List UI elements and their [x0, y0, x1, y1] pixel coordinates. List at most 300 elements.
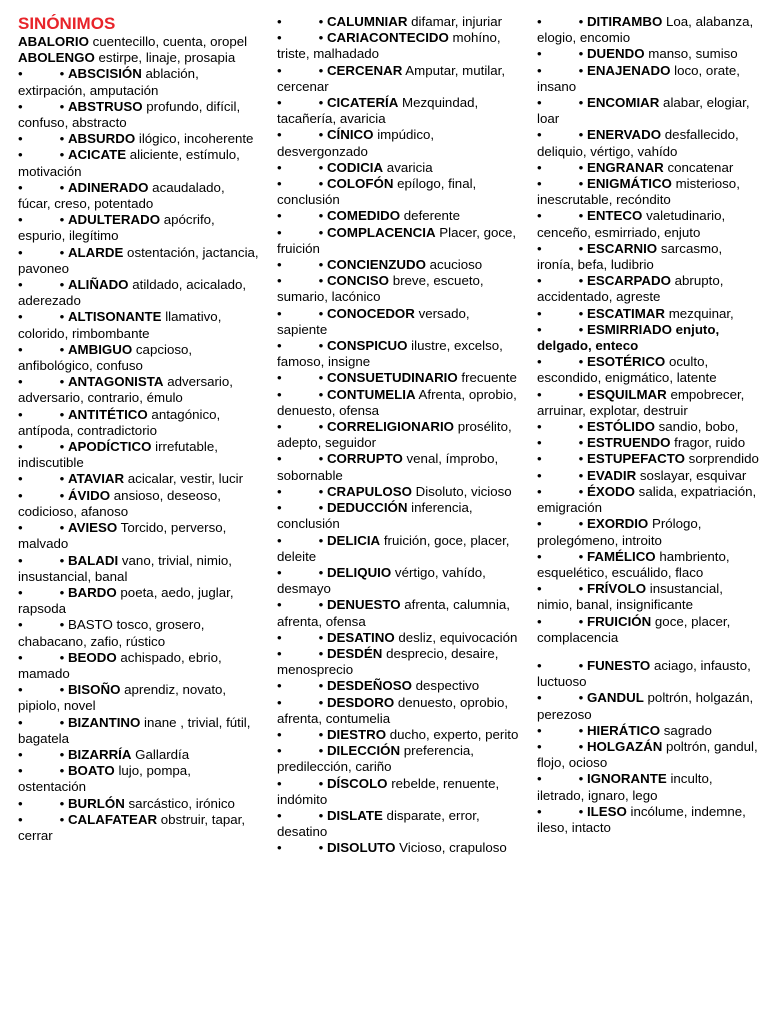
synonym-entry	[277, 727, 522, 743]
bullet-marker: • •	[537, 771, 587, 787]
synonym-entry	[537, 63, 762, 95]
entry-term: ESTUPEFACTO	[586, 451, 685, 467]
synonym-entry	[277, 484, 522, 500]
entry-synonyms: vértigo, vahído, desmayo	[277, 564, 486, 597]
synonym-entry	[18, 763, 260, 795]
synonym-entry	[537, 658, 762, 690]
bullet-marker: • •	[537, 273, 587, 289]
synonym-entry	[18, 471, 260, 487]
entry-synonyms: poltrón, gandul, flojo, ocioso	[537, 738, 758, 771]
entry-synonyms: apócrifo, espurio, ilegítimo	[18, 212, 215, 244]
bullet-marker: • •	[277, 726, 327, 742]
entry-synonyms: versado, sapiente	[277, 305, 470, 337]
entry-synonyms: Torcido, perverso, malvado	[18, 520, 227, 552]
bullet-marker: • •	[537, 176, 587, 192]
entry-term: BURLÓN	[67, 795, 125, 811]
synonym-entry	[537, 160, 762, 176]
entry-term: CONOCEDOR	[326, 305, 415, 321]
column-2	[277, 14, 522, 857]
entry-term: ABSCISIÓN	[67, 66, 142, 82]
entry-synonyms: deferente	[400, 208, 460, 224]
synonym-entry	[277, 808, 522, 840]
synonym-entry	[537, 387, 762, 419]
entry-synonyms: acaudalado, fúcar, creso, potentado	[18, 179, 225, 212]
entry-term: APODÍCTICO	[67, 439, 152, 455]
entry-synonyms: empobrecer, arruinar, explotar, destruir	[537, 386, 745, 418]
entry-synonyms: mezquinar,	[665, 305, 734, 321]
synonym-entry	[277, 695, 522, 727]
synonym-entry	[277, 500, 522, 532]
entry-synonyms: goce, placer, complacencia	[537, 613, 731, 645]
synonym-entry	[18, 407, 260, 439]
synonym-entry	[537, 176, 762, 208]
entry-term: ACICATE	[67, 147, 127, 163]
entry-term: ABALORIO	[18, 34, 89, 49]
entry-term: DISLATE	[326, 807, 383, 823]
bullet-marker: • •	[18, 552, 68, 568]
bullet-marker: • •	[277, 419, 327, 435]
bullet-marker: • •	[18, 66, 68, 82]
entry-term: DELICIA	[326, 532, 381, 548]
entry-term: BISOÑO	[67, 682, 121, 698]
bullet-marker: • •	[277, 483, 327, 499]
bullet-marker: • •	[277, 564, 327, 580]
entry-term: DUENDO	[586, 46, 645, 62]
bullet-marker: • •	[18, 244, 68, 260]
entry-term: DISOLUTO	[326, 840, 396, 856]
bullet-marker: • •	[277, 807, 327, 823]
bullet-marker: • •	[18, 277, 68, 293]
entry-term: CICATERÍA	[326, 95, 399, 111]
entry-synonyms: valetudinario, cenceño, esmirriado, enjuto	[537, 208, 726, 240]
synonym-entry	[277, 776, 522, 808]
synonym-entry	[18, 520, 260, 552]
bullet-marker: • •	[537, 95, 587, 111]
entry-synonyms: Mezquindad, tacañería, avaricia	[277, 95, 479, 127]
entry-synonyms: afrenta, calumnia, afrenta, ofensa	[277, 597, 510, 629]
bullet-marker: • •	[18, 487, 68, 503]
entry-term: DESDORO	[326, 694, 395, 710]
entry-term: CONSPICUO	[326, 338, 408, 354]
entry-term: EVADIR	[586, 467, 637, 483]
synonym-entry	[277, 597, 522, 629]
entry-term: ALARDE	[67, 244, 124, 260]
entry-synonyms: inferencia, conclusión	[277, 500, 473, 532]
bullet-marker: • •	[18, 406, 68, 422]
entry-synonyms: sagrado	[660, 722, 712, 738]
bullet-marker: • •	[18, 309, 68, 325]
entry-term: HOLGAZÁN	[586, 738, 663, 754]
entry-term: CONCIENZUDO	[326, 257, 426, 273]
synonym-entry	[277, 338, 522, 370]
bullet-marker: • •	[537, 46, 587, 62]
entry-term: BALADI	[67, 552, 119, 568]
synonym-entry	[277, 533, 522, 565]
synonym-entry	[277, 14, 522, 30]
bullet-marker: • •	[537, 321, 587, 337]
bullet-marker: • •	[537, 240, 587, 256]
bullet-marker: • •	[18, 147, 68, 163]
synonym-entry	[277, 840, 522, 856]
entry-term: GANDUL	[586, 690, 644, 706]
bullet-marker: • •	[537, 581, 587, 597]
synonym-entry	[277, 565, 522, 597]
synonym-entry	[18, 812, 260, 844]
synonym-entry	[18, 342, 260, 374]
entry-term: CORRUPTO	[326, 451, 403, 467]
entry-synonyms: concatenar	[663, 159, 734, 175]
synonym-entry	[18, 245, 260, 277]
entry-term: DESATINO	[326, 629, 395, 645]
bullet-marker: • •	[537, 127, 587, 143]
synonym-entry	[18, 277, 260, 309]
entry-term: ILESO	[586, 803, 627, 819]
synonym-entry	[537, 581, 762, 613]
bullet-marker: • •	[277, 775, 327, 791]
entry-term: ENIGMÁTICO	[586, 176, 672, 192]
synonym-entry	[537, 739, 762, 771]
entry-term: DITIRAMBO	[586, 14, 663, 29]
bullet-marker: • •	[537, 451, 587, 467]
bullet-marker: • •	[277, 451, 327, 467]
synonym-entry	[18, 650, 260, 682]
entry-synonyms: breve, escueto, sumario, lacónico	[277, 273, 484, 305]
entry-synonyms: acicalar, vestir, lucir	[124, 471, 244, 487]
entry-synonyms: insustancial, nimio, banal, insignificante	[537, 581, 723, 613]
entry-synonyms: abrupto, accidentado, agreste	[537, 273, 724, 305]
bullet-marker: • •	[537, 354, 587, 370]
entry-synonyms: sarcástico, irónico	[124, 795, 235, 811]
synonym-entry	[537, 468, 762, 484]
entry-synonyms: inane , trivial, fútil, bagatela	[18, 714, 251, 746]
synonym-entry	[277, 646, 522, 678]
bullet-marker: • •	[537, 657, 587, 673]
entry-term: DESDEÑOSO	[326, 678, 412, 694]
entry-term: BARDO	[67, 584, 117, 600]
bullet-marker: • •	[18, 746, 68, 762]
synonym-entry	[537, 273, 762, 305]
entry-synonyms: venal, ímprobo, sobornable	[277, 451, 499, 483]
entry-synonyms: Loa, alabanza, elogio, encomio	[537, 14, 754, 46]
synonym-entry	[537, 354, 762, 386]
synonym-entry	[277, 306, 522, 338]
entry-synonyms: sandio, bobo,	[654, 419, 739, 435]
synonym-entry	[18, 715, 260, 747]
synonym-entry	[537, 127, 762, 159]
entry-term: DEDUCCIÓN	[326, 500, 408, 516]
entry-synonyms: ilógico, incoherente	[135, 131, 254, 147]
bullet-marker: • •	[277, 176, 327, 192]
entry-synonyms: sarcasmo, ironía, befa, ludibrio	[537, 240, 723, 273]
entry-term: DELIQUIO	[326, 564, 392, 580]
synonym-entry	[277, 95, 522, 127]
entry-term: ANTITÉTICO	[67, 406, 148, 422]
entry-synonyms: BASTO tosco, grosero, chabacano, zafio, rústico	[18, 617, 205, 649]
bullet-marker: • •	[537, 62, 587, 78]
bullet-marker: • •	[277, 95, 327, 111]
entry-synonyms: aprendiz, novato, pipiolo, novel	[18, 682, 227, 714]
entry-term: ENGRANAR	[586, 159, 664, 175]
entry-synonyms: disparate, error, desatino	[277, 807, 480, 840]
entry-term: ESMIRRIADO enjuto, delgado, enteco	[537, 321, 720, 354]
entry-synonyms: ablación, extirpación, amputación	[18, 66, 199, 98]
entry-synonyms: llamativo, colorido, rimbombante	[18, 309, 222, 341]
bullet-marker: • •	[537, 435, 587, 451]
synonym-entry	[537, 451, 762, 467]
entry-synonyms: vano, trivial, nimio, insustancial, banal	[18, 552, 232, 584]
entry-term: FRÍVOLO	[586, 581, 647, 597]
entry-synonyms: ostentación, jactancia, pavoneo	[18, 244, 259, 276]
entry-synonyms: loco, orate, insano	[537, 62, 740, 94]
entry-synonyms: atildado, acicalado, aderezado	[18, 277, 247, 309]
entry-term: BEODO	[67, 649, 117, 665]
entry-synonyms: aliciente, estímulo, motivación	[18, 147, 240, 179]
entry-term: ADULTERADO	[67, 212, 161, 228]
bullet-marker: • •	[277, 208, 327, 224]
entry-synonyms: prosélito, adepto, seguidor	[277, 419, 512, 451]
bullet-marker: • •	[18, 439, 68, 455]
bullet-marker: • •	[277, 532, 327, 548]
entry-term: CARIACONTECIDO	[326, 30, 449, 46]
bullet-marker: • •	[277, 127, 327, 143]
synonym-entry	[277, 451, 522, 483]
synonym-entry	[18, 99, 260, 131]
entry-term: ABOLENGO	[18, 50, 95, 66]
entry-synonyms: hambriento, esquelético, escuálido, flaco	[537, 548, 730, 580]
entry-synonyms: capcioso, anfibológico, confuso	[18, 341, 193, 374]
entry-spacer	[537, 646, 762, 658]
column-3	[537, 14, 762, 836]
entry-term: ESTÓLIDO	[586, 419, 655, 435]
synonym-entry	[18, 617, 260, 649]
bullet-marker: • •	[277, 305, 327, 321]
entry-synonyms: mohíno, triste, malhadado	[277, 30, 501, 62]
synonym-entry	[537, 14, 762, 46]
entry-synonyms: alabar, elogiar, loar	[537, 95, 750, 127]
entry-term: IGNORANTE	[586, 771, 667, 787]
entry-synonyms: impúdico, desvergonzado	[277, 127, 435, 159]
bullet-marker: • •	[18, 811, 68, 827]
synonym-entry	[277, 127, 522, 159]
entry-term: DILECCIÓN	[326, 743, 401, 759]
synonym-entry	[537, 241, 762, 273]
bullet-marker: • •	[277, 370, 327, 386]
synonym-entry	[18, 747, 260, 763]
bullet-marker: • •	[277, 597, 327, 613]
entry-term: ESCARNIO	[586, 240, 658, 256]
synonym-entry	[277, 176, 522, 208]
synonym-entry	[18, 796, 260, 812]
synonym-entry	[277, 160, 522, 176]
entry-term: CODICIA	[326, 159, 384, 175]
entry-term: ESCATIMAR	[586, 305, 666, 321]
synonym-entry	[18, 50, 260, 66]
entry-synonyms: salida, expatriación, emigración	[537, 483, 757, 516]
entry-term: FRUICIÓN	[586, 613, 652, 629]
bullet-marker: • •	[18, 520, 68, 536]
synonym-entry	[537, 516, 762, 548]
bullet-marker: • •	[277, 273, 327, 289]
synonym-entry	[18, 488, 260, 520]
entry-term: BOATO	[67, 763, 115, 779]
entry-synonyms: Gallardía	[131, 746, 190, 762]
entry-synonyms: misterioso, inescrutable, recóndito	[537, 176, 740, 208]
entry-term: ESQUILMAR	[586, 386, 667, 402]
bullet-marker: • •	[537, 548, 587, 564]
bullet-marker: • •	[537, 467, 587, 483]
entry-term: ENTECO	[586, 208, 643, 224]
bullet-marker: • •	[537, 613, 587, 629]
entry-synonyms: preferencia, predilección, cariño	[277, 743, 475, 775]
entry-synonyms: Afrenta, oprobio, denuesto, ofensa	[277, 386, 517, 418]
bullet-marker: • •	[277, 629, 327, 645]
entry-synonyms: sorprendido	[684, 451, 759, 467]
synonym-entry	[537, 46, 762, 62]
entry-synonyms: obstruir, tapar, cerrar	[18, 811, 246, 843]
synonym-entry	[537, 690, 762, 722]
entry-synonyms: irrefutable, indiscutible	[18, 439, 218, 471]
bullet-marker: • •	[18, 584, 68, 600]
synonym-entry	[277, 743, 522, 775]
entry-term: ABSURDO	[67, 131, 136, 147]
entry-term: BIZANTINO	[67, 714, 141, 730]
synonym-entry	[537, 419, 762, 435]
entry-synonyms: antagónico, antípoda, contradictorio	[18, 406, 221, 438]
synonym-entry	[537, 614, 762, 646]
bullet-marker: • •	[537, 419, 587, 435]
entry-term: CONTUMELIA	[326, 386, 416, 402]
synonym-entry	[277, 257, 522, 273]
entry-synonyms: inculto, iletrado, ignaro, lego	[537, 771, 713, 803]
synonym-entry	[537, 771, 762, 803]
entry-synonyms: ilustre, excelso, famoso, insigne	[277, 338, 503, 370]
bullet-marker: • •	[18, 471, 68, 487]
synonym-entry	[18, 34, 260, 50]
entry-synonyms: ducho, experto, perito	[386, 726, 519, 742]
entry-term: EXORDIO	[586, 516, 649, 532]
bullet-marker: • •	[537, 14, 587, 29]
entry-term: ALTISONANTE	[67, 309, 162, 325]
entry-term: ESOTÉRICO	[586, 354, 666, 370]
bullet-marker: • •	[537, 208, 587, 224]
entry-synonyms: Amputar, mutilar, cercenar	[277, 62, 506, 94]
entry-synonyms: lujo, pompa, ostentación	[18, 763, 191, 795]
synonym-entry	[18, 553, 260, 585]
entry-synonyms: Placer, goce, fruición	[277, 224, 517, 256]
bullet-marker: • •	[18, 341, 68, 357]
entry-synonyms: frecuente	[457, 370, 517, 386]
entry-synonyms: poltrón, holgazán, perezoso	[537, 690, 754, 722]
synonym-entry	[537, 723, 762, 739]
entry-synonyms: Prólogo, prolegómeno, introito	[537, 516, 702, 548]
entry-synonyms: epílogo, final, conclusión	[277, 176, 477, 208]
bullet-marker: • •	[18, 212, 68, 228]
entry-synonyms: desliz, equivocación	[394, 629, 518, 645]
bullet-marker: • •	[18, 98, 68, 114]
entry-synonyms: fruición, goce, placer, deleite	[277, 532, 510, 564]
entry-synonyms: despectivo	[411, 678, 480, 694]
bullet-marker: • •	[18, 131, 68, 147]
bullet-marker: • •	[277, 840, 327, 856]
bullet-marker: • •	[277, 338, 327, 354]
entry-term: ABSTRUSO	[67, 98, 143, 114]
entry-synonyms: difamar, injuriar	[407, 14, 503, 29]
synonym-entry	[277, 273, 522, 305]
entry-term: ESCARPADO	[586, 273, 671, 289]
entry-term: HIERÁTICO	[586, 722, 661, 738]
bullet-marker: • •	[277, 62, 327, 78]
bullet-marker: • •	[537, 386, 587, 402]
entry-synonyms: incólume, indemne, ileso, intacto	[537, 803, 746, 835]
bullet-marker: • •	[277, 500, 327, 516]
synonym-entry	[537, 549, 762, 581]
bullet-marker: • •	[277, 645, 327, 661]
entry-term: ALIÑADO	[67, 277, 129, 293]
entry-term: ENAJENADO	[586, 62, 671, 78]
entry-term: CÍNICO	[326, 127, 374, 143]
bullet-marker: • •	[277, 30, 327, 46]
entry-term: CALUMNIAR	[326, 14, 408, 29]
entry-synonyms: avaricia	[383, 159, 433, 175]
bullet-marker: • •	[537, 803, 587, 819]
entry-synonyms: manso, sumiso	[644, 46, 738, 62]
synonym-entry	[537, 306, 762, 322]
entry-term: AVIESO	[67, 520, 118, 536]
bullet-marker: • •	[18, 795, 68, 811]
entry-synonyms: acucioso	[425, 257, 483, 273]
entry-term: ANTAGONISTA	[67, 374, 164, 390]
bullet-marker: • •	[537, 159, 587, 175]
bullet-marker: • •	[277, 257, 327, 273]
bullet-marker: • •	[537, 483, 587, 499]
entry-term: ATAVIAR	[67, 471, 125, 487]
bullet-marker: • •	[277, 224, 327, 240]
entry-synonyms: Disoluto, vicioso	[411, 483, 512, 499]
bullet-marker: • •	[18, 649, 68, 665]
entry-term: ENERVADO	[586, 127, 662, 143]
entry-term: COMPLACENCIA	[326, 224, 436, 240]
entry-term: CRAPULOSO	[326, 483, 412, 499]
bullet-marker: • •	[277, 694, 327, 710]
synonym-entry	[537, 804, 762, 836]
entry-term: ADINERADO	[67, 179, 149, 195]
synonym-entry	[18, 585, 260, 617]
synonym-entry	[18, 180, 260, 212]
entry-term: CORRELIGIONARIO	[326, 419, 455, 435]
synonym-entry	[277, 30, 522, 62]
synonym-entry	[18, 309, 260, 341]
synonym-entry	[277, 208, 522, 224]
bullet-marker: • •	[277, 386, 327, 402]
synonym-entry	[537, 484, 762, 516]
bullet-marker: • •	[537, 516, 587, 532]
entry-term: DENUESTO	[326, 597, 401, 613]
entry-term: CONSUETUDINARIO	[326, 370, 458, 386]
synonym-entry	[277, 370, 522, 386]
synonym-entry	[277, 63, 522, 95]
bullet-marker: • •	[277, 743, 327, 759]
entry-synonyms: profundo, difícil, confuso, abstracto	[18, 98, 241, 131]
bullet-marker: • •	[537, 722, 587, 738]
bullet-marker: • •	[18, 682, 68, 698]
bullet-marker: • •	[277, 678, 327, 694]
synonym-entry	[277, 225, 522, 257]
bullet-marker: • •	[537, 305, 587, 321]
entry-term: BIZARRÍA	[67, 746, 132, 762]
synonym-entry	[277, 419, 522, 451]
entry-synonyms: desprecio, desaire, menosprecio	[277, 645, 499, 678]
synonym-entry	[18, 131, 260, 147]
